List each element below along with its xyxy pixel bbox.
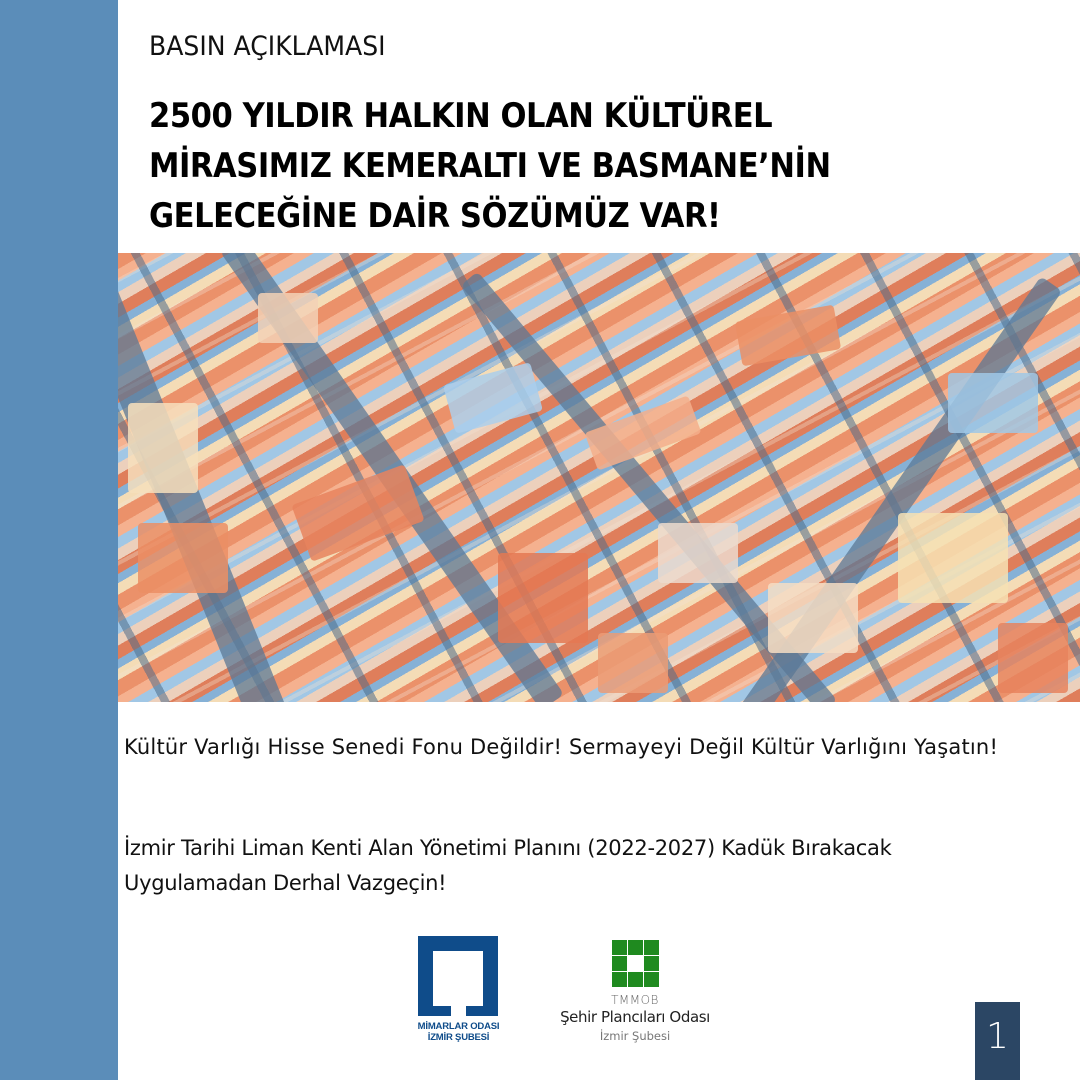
- sehir-plancilari-name: Şehir Plancıları Odası: [560, 1008, 710, 1026]
- body-paragraph-2: [124, 831, 1050, 901]
- sehir-plancilari-branch: İzmir Şubesi: [599, 1029, 671, 1043]
- sehir-plancilari-logo: [552, 938, 718, 1048]
- headline-line-2: MİRASIMIZ KEMERALTI VE BASMANE’NİN: [149, 146, 831, 186]
- headline-line-1: 2500 YILDIR HALKIN OLAN KÜLTÜREL: [149, 96, 773, 136]
- press-release-label: BASIN AÇIKLAMASI: [149, 31, 386, 62]
- mimarlar-odasi-logo: [418, 936, 499, 1046]
- body-paragraph-2-line-2: Uygulamadan Derhal Vazgeçin!: [124, 871, 447, 895]
- mimarlar-odasi-name: MİMARLAR ODASI: [417, 1021, 500, 1032]
- mimarlar-odasi-branch: İZMİR ŞUBESİ: [427, 1032, 490, 1043]
- body-paragraph-2-line-1: İzmir Tarihi Liman Kenti Alan Yönetimi Planını (2022-2027) Kadük Bırakacak: [124, 836, 892, 860]
- body-paragraph-1: Kültür Varlığı Hisse Senedi Fonu Değildir! Sermayeyi Değil Kültür Varlığını Yaşatın!: [124, 735, 999, 759]
- headline: [149, 91, 959, 241]
- sehir-plancilari-grid-icon: [612, 940, 659, 987]
- tmmob-label: TMMOB: [611, 993, 659, 1007]
- hero-aerial-image: [118, 253, 1080, 702]
- headline-line-3: GELECEĞİNE DAİR SÖZÜMÜZ VAR!: [149, 196, 721, 236]
- side-accent-bar: [0, 0, 118, 1080]
- page-number-badge: 1: [975, 1002, 1020, 1080]
